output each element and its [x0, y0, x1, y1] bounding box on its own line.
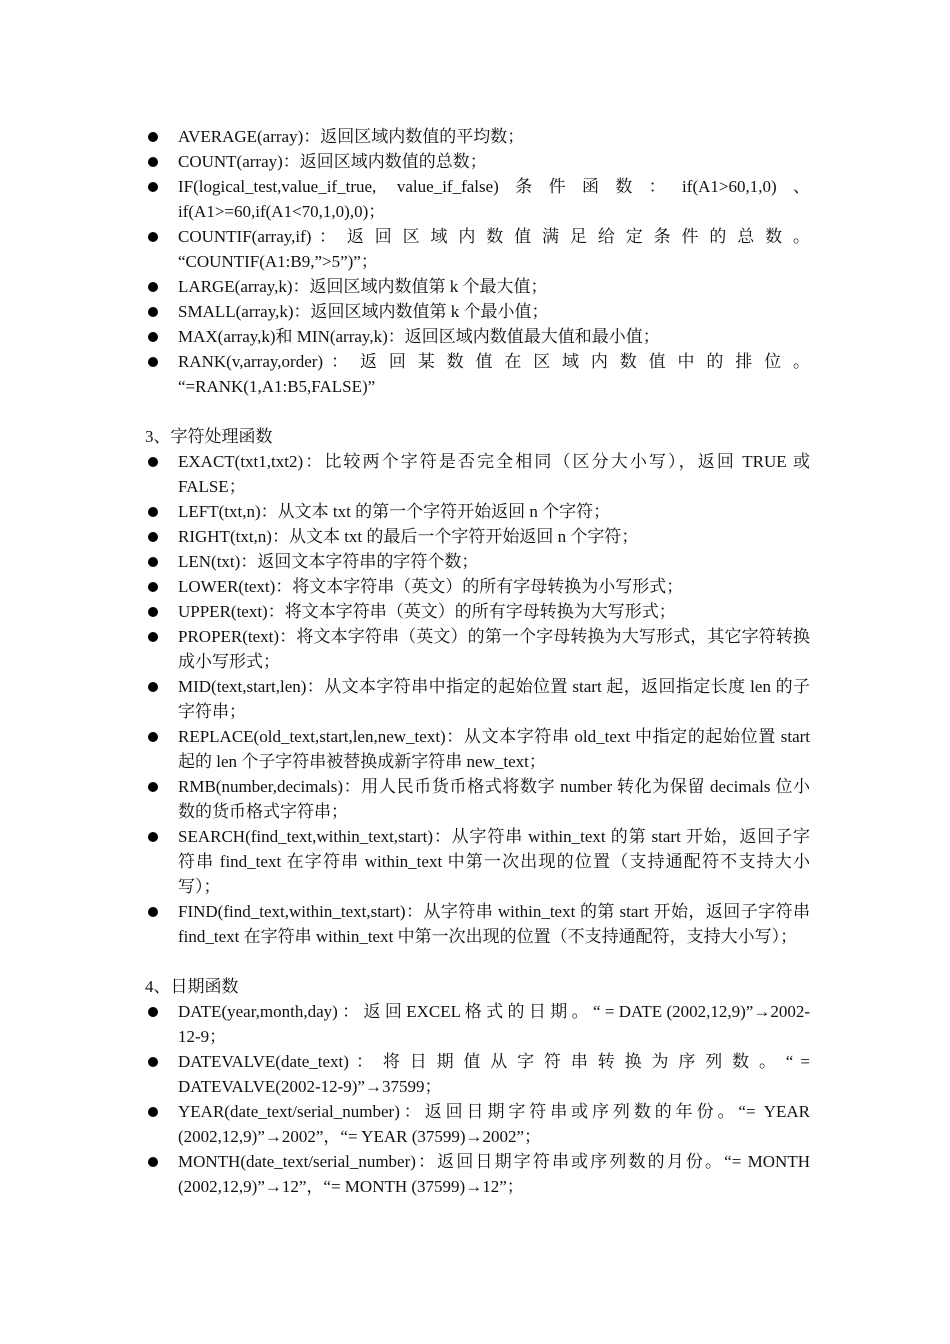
list-item-text: MID(text,start,len)：从文本字符串中指定的起始位置 start 起，返回指定长度 len 的子字符串；: [178, 677, 810, 721]
list-item: [145, 449, 810, 499]
bullet-icon: [148, 1007, 158, 1017]
list-item: [145, 549, 810, 574]
bullet-icon: [148, 607, 158, 617]
function-list: [145, 124, 810, 399]
list-item-text: UPPER(text)：将文本字符串（英文）的所有字母转换为大写形式；: [178, 602, 676, 621]
list-item: [145, 824, 810, 899]
section-heading: 3、字符处理函数: [145, 427, 273, 446]
list-item: [145, 674, 810, 724]
list-item: [145, 1049, 810, 1099]
bullet-icon: [148, 832, 158, 842]
list-item: [145, 299, 810, 324]
bullet-icon: [148, 232, 158, 242]
bullet-icon: [148, 1157, 158, 1167]
list-item: [145, 149, 810, 174]
list-item-text: RIGHT(txt,n)：从文本 txt 的最后一个字符开始返回 n 个字符；: [178, 527, 639, 546]
list-item: [145, 624, 810, 674]
list-item: [145, 574, 810, 599]
bullet-icon: [148, 507, 158, 517]
bullet-icon: [148, 132, 158, 142]
list-item: [145, 999, 810, 1049]
list-item: [145, 899, 810, 949]
list-item: [145, 774, 810, 824]
bullet-icon: [148, 782, 158, 792]
list-item-text: MONTH(date_text/serial_number)：返回日期字符串或序列数的月份。“= MONTH (2002,12,9)”→12”，“= MONTH (37599)→12”；: [178, 1152, 810, 1196]
list-item-text: LOWER(text)：将文本字符串（英文）的所有字母转换为小写形式；: [178, 577, 684, 596]
list-item: [145, 274, 810, 299]
bullet-icon: [148, 357, 158, 367]
bullet-icon: [148, 632, 158, 642]
list-item: [145, 499, 810, 524]
bullet-icon: [148, 457, 158, 467]
section-date-functions: [145, 974, 810, 1199]
list-item-text: SEARCH(find_text,within_text,start)：从字符串 within_text 的第 start 开始，返回子字符串 find_text 在字符串 within_text 中第一次出现的位置（支持通配符不支持大小写）；: [178, 827, 810, 896]
list-item: [145, 1149, 810, 1199]
bullet-icon: [148, 732, 158, 742]
list-item-text: FIND(find_text,within_text,start)：从字符串 within_text 的第 start 开始，返回子字符串 find_text 在字符串 within_text 中第一次出现的位置（不支持通配符，支持大小写）；: [178, 902, 810, 946]
list-item-text: REPLACE(old_text,start,len,new_text)：从文本字符串 old_text 中指定的起始位置 start 起的 len 个子字符串被替换成新字符串 new_text；: [178, 727, 810, 771]
list-item-text: IF(logical_test,value_if_true, value_if_false)条件函数：if(A1>60,1,0)、 if(A1>=60,if(A1<70,1,0),0)；: [178, 177, 810, 221]
list-item: [145, 174, 810, 224]
list-item-text: AVERAGE(array)：返回区域内数值的平均数；: [178, 127, 525, 146]
list-item-text: DATEVALVE(date_text) ： 将 日 期 值 从 字 符 串 转 换 为 序 列 数 。 “ = DATEVALVE(2002-12-9)”→37599；: [178, 1052, 810, 1096]
bullet-icon: [148, 682, 158, 692]
section-statistical-functions: [145, 124, 810, 399]
list-item-text: LEN(txt)：返回文本字符串的字符个数；: [178, 552, 479, 571]
list-item-text: RMB(number,decimals)：用人民币货币格式将数字 number 转化为保留 decimals 位小数的货币格式字符串；: [178, 777, 810, 821]
bullet-icon: [148, 332, 158, 342]
list-item-text: MAX(array,k)和 MIN(array,k)：返回区域内数值最大值和最小值；: [178, 327, 660, 346]
bullet-icon: [148, 557, 158, 567]
list-item-text: LARGE(array,k)：返回区域内数值第 k 个最大值；: [178, 277, 548, 296]
list-item-text: COUNTIF(array,if) ： 返 回 区 域 内 数 值 满 足 给 定 条 件 的 总 数 。 “COUNTIF(A1:B9,”>5”)”；: [178, 227, 810, 271]
bullet-icon: [148, 582, 158, 592]
list-item: [145, 124, 810, 149]
list-item-text: RANK(v,array,order) ： 返 回 某 数 值 在 区 域 内 数 值 中 的 排 位 。 “=RANK(1,A1:B5,FALSE)”: [178, 352, 810, 396]
list-item-text: EXACT(txt1,txt2)：比较两个字符是否完全相同（区分大小写），返回 TRUE 或 FALSE；: [178, 452, 810, 496]
document-content: [145, 124, 810, 1199]
function-list: [145, 999, 810, 1199]
list-item-text: PROPER(text)：将文本字符串（英文）的第一个字母转换为大写形式，其它字符转换成小写形式；: [178, 627, 810, 671]
section-heading: 4、日期函数: [145, 977, 239, 996]
list-item-text: SMALL(array,k)：返回区域内数值第 k 个最小值；: [178, 302, 549, 321]
list-item-text: LEFT(txt,n)：从文本 txt 的第一个字符开始返回 n 个字符；: [178, 502, 611, 521]
function-list: [145, 449, 810, 949]
list-item: [145, 224, 810, 274]
list-item-text: DATE(year,month,day) ： 返 回 EXCEL 格 式 的 日 期 。 “ = DATE (2002,12,9)”→2002-12-9；: [178, 1002, 810, 1046]
list-item: [145, 599, 810, 624]
list-item: [145, 349, 810, 399]
section-text-functions: [145, 424, 810, 949]
list-item-text: COUNT(array)：返回区域内数值的总数；: [178, 152, 487, 171]
bullet-icon: [148, 307, 158, 317]
bullet-icon: [148, 1057, 158, 1067]
list-item: [145, 724, 810, 774]
bullet-icon: [148, 1107, 158, 1117]
list-item-text: YEAR(date_text/serial_number)：返回日期字符串或序列数的年份。“= YEAR (2002,12,9)”→2002”，“= YEAR (37599)→2002”；: [178, 1102, 810, 1146]
bullet-icon: [148, 282, 158, 292]
list-item: [145, 524, 810, 549]
bullet-icon: [148, 907, 158, 917]
bullet-icon: [148, 182, 158, 192]
bullet-icon: [148, 157, 158, 167]
list-item: [145, 1099, 810, 1149]
bullet-icon: [148, 532, 158, 542]
list-item: [145, 324, 810, 349]
